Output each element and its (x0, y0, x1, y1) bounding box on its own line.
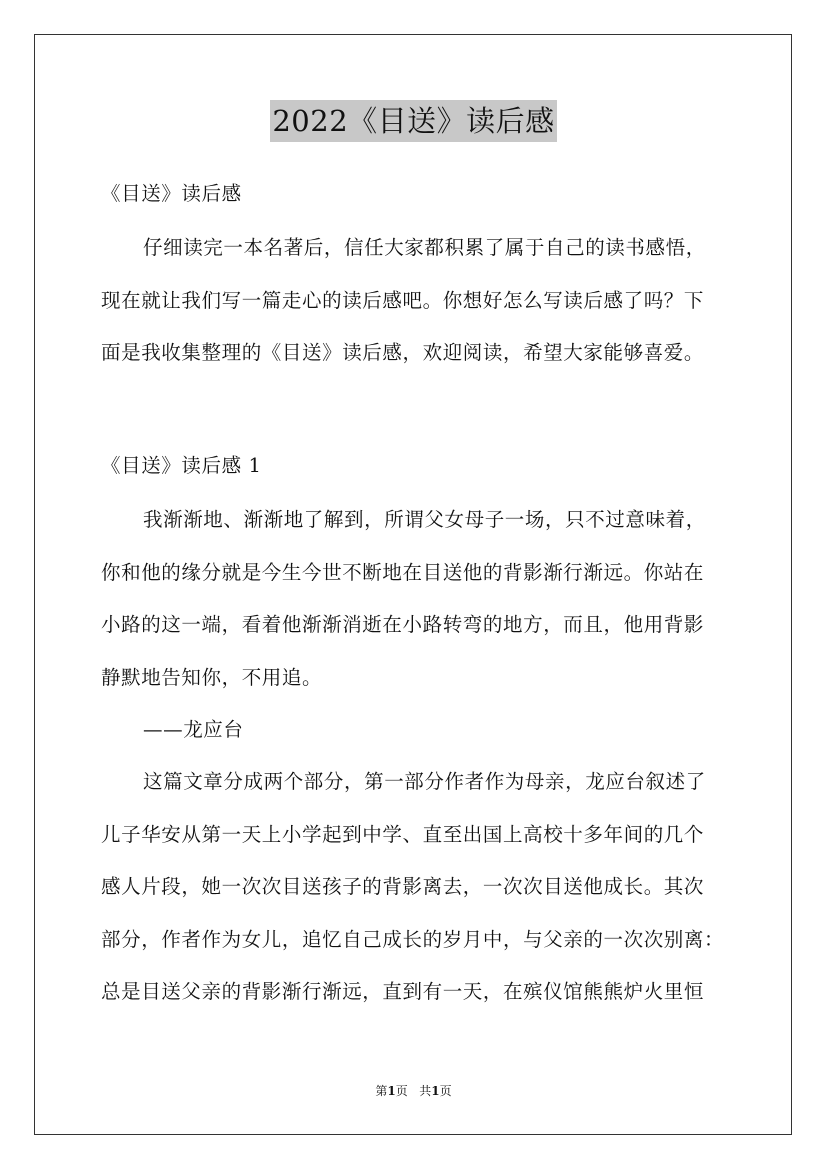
quote-line: 你和他的缘分就是今生今世不断地在目送他的背影渐行渐远。你站在 (101, 560, 705, 584)
intro-line: 现在就让我们写一篇走心的读后感吧。你想好怎么写读后感了吗？下 (101, 288, 705, 312)
intro-paragraph (101, 222, 741, 380)
total-suffix: 页 (439, 1084, 452, 1098)
attribution: ——龙应台 (143, 718, 244, 741)
quote-line: 小路的这一端，看着他渐渐消逝在小路转弯的地方，而且，他用背影 (101, 613, 705, 636)
intro-line: 仔细读完一本名著后，信任大家都积累了属于自己的读书感悟， (143, 236, 706, 259)
quote-line: 静默地告知你，不用追。 (101, 665, 323, 689)
total-prefix: 共 (419, 1084, 432, 1098)
quote-line: 我渐渐地、渐渐地了解到，所谓父女母子一场，只不过意味着， (143, 508, 706, 531)
page-suffix: 页 (395, 1084, 408, 1098)
intro-line: 面是我收集整理的《目送》读后感，欢迎阅读，希望大家能够喜爱。 (101, 341, 705, 364)
total-number: 1 (431, 1084, 440, 1098)
body-line: 感人片段，她一次次目送孩子的背影离去，一次次目送他成长。其次 (101, 875, 705, 898)
page-number: 1 (387, 1084, 396, 1098)
quote-paragraph (101, 494, 741, 757)
body-line: 部分，作者作为女儿，追忆自己成长的岁月中，与父亲的一次次别离： (101, 927, 725, 951)
section-heading: 《目送》读后感 1 (101, 454, 262, 477)
document-subtitle: 《目送》读后感 (101, 182, 242, 205)
body-line: 儿子华安从第一天上小学起到中学、直至出国上高校十多年间的几个 (101, 822, 705, 846)
title-container (0, 100, 827, 142)
body-paragraph (101, 756, 741, 1019)
body-line: 总是目送父亲的背影渐行渐远，直到有一天，在殡仪馆熊熊炉火里恒 (101, 980, 705, 1003)
page-footer (0, 1083, 827, 1099)
body-line: 这篇文章分成两个部分，第一部分作者作为母亲，龙应台叙述了 (143, 770, 706, 793)
page-prefix: 第 (375, 1084, 388, 1098)
document-title: 2022《目送》读后感 (270, 100, 556, 142)
